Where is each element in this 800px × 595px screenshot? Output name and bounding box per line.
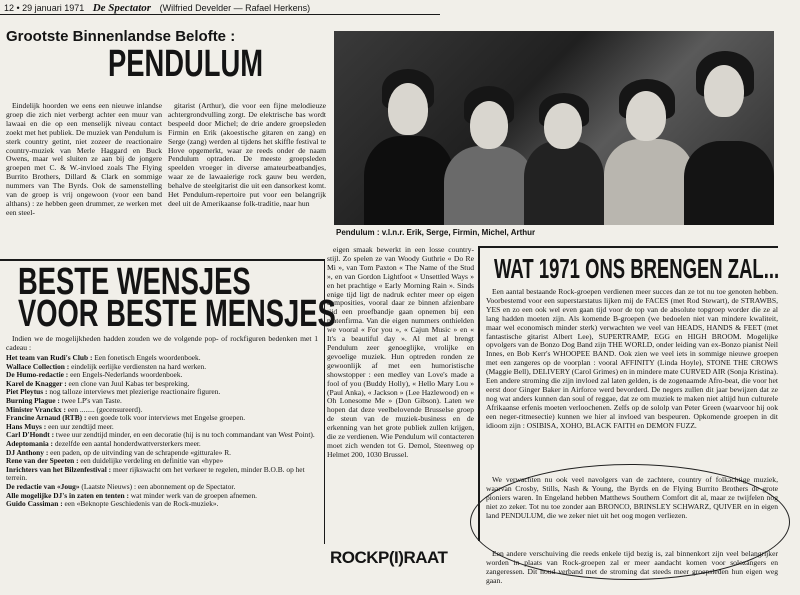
forecast-tail: Een andere verschuiving die reeds enkele tijd bezig is, zal binnenkort zijn veel belangrijker worden in plaats van Rock-groepen zal er meer aandacht komen voor solozangers en zangeressen. Dit houd verband met de stroming dat steeds meer groepsleden hun eigen weg gaan. xyxy=(486,550,778,585)
list-item xyxy=(6,500,318,509)
list-item-name: Adeptomania : xyxy=(6,438,54,448)
list-item-name: De Humo-redactie : xyxy=(6,370,69,380)
list-item-name: Rene van der Speeten : xyxy=(6,456,79,466)
list-item-text: twee LP's van Taste. xyxy=(59,395,122,405)
list-item-name: Wallace Collection : xyxy=(6,361,70,371)
wishes-list xyxy=(6,354,318,594)
article-title: PENDULUM xyxy=(108,43,264,85)
issue-date: 12 • 29 januari 1971 xyxy=(4,3,85,13)
list-item-name: Guido Cassiman : xyxy=(6,499,63,509)
list-item-text: wat minder werk van de groepen afnemen. xyxy=(128,490,258,500)
list-item-name: Hans Muys : xyxy=(6,421,47,431)
photo-caption: Pendulum : v.l.n.r. Erik, Serge, Firmin, Michel, Arthur xyxy=(336,228,536,237)
forecast-title: WAT 1971 ONS BRENGEN ZAL... xyxy=(494,253,780,284)
pendulum-column-1: Eindelijk hoorden we eens een nieuwe inlandse groep die zich niet verbergt achter een muur van lawaai en die op een menselijk niveau contact zoekt met het publiek. De muziek van Pendulum is sterk country getint, niet zozeer de reactionaire country-muziek van Merle Haggard en Buck Owens, maar wel sluiten ze aan bij de jongere groepen met C. & W.-invloed zoals The Flying Burrito Brothers, Dillard & Clark en sommige nummers van The Byrds. Ook de samenstelling van de groep is vrij ongewoon (voor een band althans) : ze hebben geen drummer, ze werken met een steel- xyxy=(6,102,162,217)
list-item-text: een paden, op de uitvinding van de schrapende «gitturale» R. xyxy=(48,447,231,457)
list-item-text: meer rijkswacht om het verkeer te regelen, minder B.O.B. op het terrein. xyxy=(6,464,305,483)
forecast-circled-text: We verwachten nu ook veel navolgers van de zachtere, country of folkachtige muziek, waarvan Crosby, Stills, Nash & Young, the Byrds en de Flying Burrito Brothers de grote pioniers waren. In Engeland hebben Matthews Southern Comfort dit al, maar ze twijfelen nog niet zo zeker. Tot nu toe zonder aan BRONCO, BRINSLEY SCHWARZ, QUIVER en in eigen land PENDULUM, die we zeker niet uit het oog mogen verliezen. xyxy=(486,476,778,520)
section-divider xyxy=(478,246,480,541)
list-item-text: eindelijk eerlijke verdiensten na hard werken. xyxy=(69,361,207,371)
masthead-tagline: (Wilfried Develder — Rafael Herkens) xyxy=(159,3,311,13)
list-item-name: Piet Pleytus : xyxy=(6,387,48,397)
list-item-name: DJ Anthony : xyxy=(6,447,49,457)
list-item-text: een ........ (gecensureerd). xyxy=(65,404,143,414)
list-item-name: Inrichters van het Bilzenfestival : xyxy=(6,464,112,474)
list-item-text: Een fonetisch Engels woordenboek. xyxy=(92,354,201,362)
wishes-intro: Indien we de mogelijkheden hadden zouden we de volgende pop- of rockfiguren bedenken met 1 cadeau : xyxy=(6,335,318,352)
list-item-name: Carl D'Hondt : xyxy=(6,430,55,440)
list-item-text: een duidelijke verdeling en definitie van «hype» xyxy=(78,456,224,466)
list-item-name: Het team van Rudi's Club : xyxy=(6,354,93,362)
article-kicker: Grootste Binnenlandse Belofte : xyxy=(6,28,236,45)
masthead xyxy=(0,0,800,22)
list-item-name: Burning Plague : xyxy=(6,395,60,405)
list-item-name: Karel de Knagger : xyxy=(6,378,67,388)
pendulum-column-2: gitarist (Arthur), die voor een fijne melodieuze achtergrondvulling zorgt. De elektrische bas wordt bespeeld door Michel; de drie andere groepsleden Firmin en Erik (akoestische gitaren en zang) en Serge (zang) werden al tijdens het skiffle festival te Hove opgemerkt, waar ze reeds onder de naam Pendulum optraden. De meeste groepsleden speelden vroeger in diverse amateurbeatbandjes, waar ze de lawaaierige rock gauw beu werden, behalve de steelgitarist die uit een dansorkest komt. Het Pendulum-repertoire put voor een belangrijk deel uit de Amerikaanse folk-traditie, naar hun xyxy=(168,102,326,208)
list-item-text: een goede tolk voor interviews met Engelse groepen. xyxy=(86,413,246,423)
list-item-text: een Engels-Nederlands woordenboek. xyxy=(68,370,183,380)
list-item-name: Minister Vranckx : xyxy=(6,404,66,414)
list-item-text: nog talloze interviews met plezierige reactionaire figuren. xyxy=(47,387,221,397)
list-item-text: twee uur zendtijd minder, en een decoratie (hij is nu toch commandant van West Point). xyxy=(54,430,315,440)
wishes-title-line-1: BESTE WENSJES xyxy=(18,261,251,303)
list-item xyxy=(6,466,318,483)
wishes-article xyxy=(0,261,336,595)
forecast-body: Een aantal bestaande Rock-groepen verdienen meer succes dan ze tot nu toe genoten hebben. Voorbestemd voor een superstarstatus lijken mij de FACES (met Rod Stewart), de STRAWBS, YES en zo een ook wel even gaan tijd voor de top van de absolute topgroep worder die ze al lang hadden moeten zijn. Als komende B-groepen (we bedoelen niet van mindere kwaliteit, maar wel economisch minder sterk) verwachten we veel van HEADS, HANDS & FEET (met fantastische gitarist Albert Lee), SUPERTRAMP, EGG en HIGH BROOM. Mogelijke opvolgers van de Bonzo Dog Band zijn THE WORLD, onder leiding van ex-Bonzo pianist Neil Innes, en Bob Kerr's WHOOPEE BAND. Ook zien we veel iets in sommige nieuwe groepen met een zangeres op de voorplan : vooral AFFINITY (Linda Hoyle), STONE THE CROWS (Maggie Bell), DELIVERY (Carol Grimes) en in mindere mate CURVED AIR (Sonja Kristina). Een andere stroming die zijn invloed zal laten gelden, is de zogenaamde Afro-beat, die voor het eerst door Ginger Baker in Airforce werd bevorderd. De negers zullen dit jaar bewijzen dat ze nog wat anders kunnen dan soul of reggae, dat ze om muziek te maken niet altijd hun culturele Afrikaanse erfenis moeten verloochenen. Zelfs op de sololp van Peter Green (waarvoor hij ook een neger-ritmesectie) kunnen we hier al invloed van bespeuren. Opkomende groepen in dit idioom zijn : OSIBISA, XOHO, BLACK FAITH en DEMON FUZZ. xyxy=(486,288,778,430)
list-item-text: een «Beknopte Geschiedenis van de Rock-muziek». xyxy=(62,499,219,509)
list-item-name: Francine Arnaud (RTB) : xyxy=(6,413,87,423)
list-item-name: Alle mogelijke DJ's in zaten en tenten : xyxy=(6,490,129,500)
list-item-text: een clone van Juul Kabas ter bespreking. xyxy=(66,378,190,388)
list-item-text: een uur zendtijd meer. xyxy=(46,421,114,431)
list-item-text: dezelfde een aantal honderdwattversterkers meer. xyxy=(53,438,201,448)
rockpraat-heading: ROCKP(I)RAAT xyxy=(330,548,448,567)
list-item-text: (Laatste Nieuws) : een abonnement op de Spectator. xyxy=(79,481,236,491)
list-item-name: De redactie van «Joug» xyxy=(6,481,80,491)
paper-name: De Spectator xyxy=(92,2,152,14)
pendulum-article xyxy=(0,22,330,260)
wishes-title-line-2: VOOR BESTE MENSJES xyxy=(18,293,336,335)
forecast-article xyxy=(482,248,782,595)
pendulum-column-3: eigen smaak bewerkt in een losse country-stijl. Zo spelen ze van Woody Guthrie « Do Re Mi », van Tom Paxton « The Name of the Stud », en van Gordon Lightfoot « Unsettled Ways » en het prachtige « Early Morning Rain ». Sinds enige tijd ligt de nadruk echter meer op eigen composities, vooral daar ze binnen afzienbare tijd een proefbandje gaan opnemen bij een platenfirma. Van die eigen nummers onthielden we vooral « For you », « Cajun Music » en « It's a beautiful day ». Al met al brengt Pendulum zeer genoeglijke, vrolijke en gevoelige muziek. Hun optreden ronden ze gewoonlijk af met een humoristische showstopper : een medley van Love's made a fool of you (Buddy Holly), « Hello Mary Lou » (Paul Anka), « Jackson » (Lee Hazlewood) en « Oh Lonesome Me » (Don Gibson). Laten we hopen dat deze veelbelovende Brusselse groep de steun van de muziek-business en de erkenning van het grote publiek zullen krijgen, die ze verdienen. Wie Pendulum wil contacteren moet zich wenden tot G. Demol, Steenweg op Helmet 200, 1030 Brussel. xyxy=(327,246,474,459)
band-photo xyxy=(334,31,774,225)
